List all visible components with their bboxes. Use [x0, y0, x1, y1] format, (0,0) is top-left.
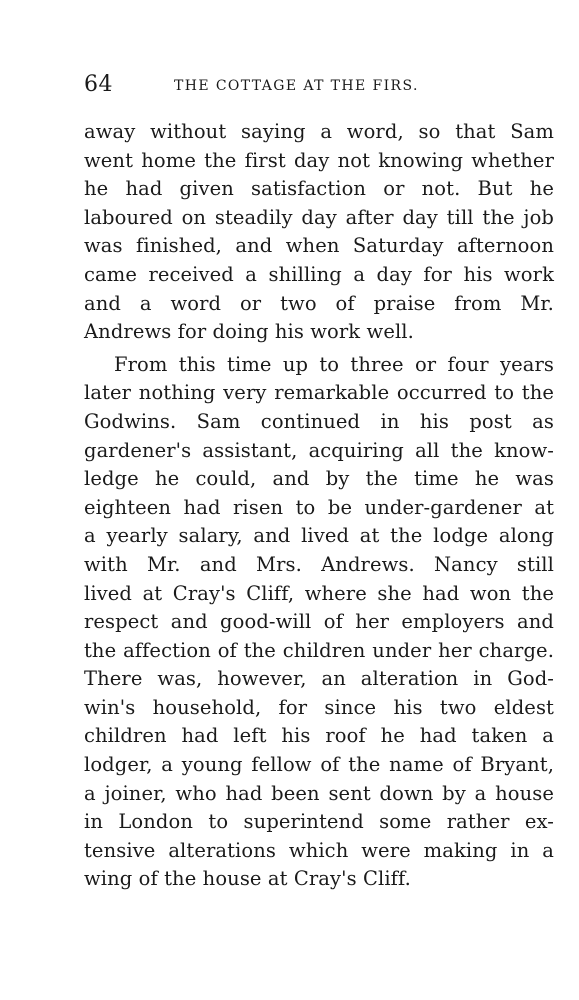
text-line: with Mr. and Mrs. Andrews. Nancy still — [84, 552, 554, 576]
page-header — [84, 72, 484, 102]
text-line: and a word or two of praise from Mr. — [84, 291, 554, 315]
running-title: THE COTTAGE AT THE FIRS. — [174, 78, 419, 94]
text-line: a yearly salary, and lived at the lodge along — [84, 524, 554, 548]
text-line: There was, however, an alteration in God- — [84, 667, 554, 691]
text-line: was finished, and when Saturday afternoon — [84, 234, 554, 258]
text-line: tensive alterations which were making in a — [84, 838, 554, 862]
text-line: win's household, for since his two eldest — [84, 695, 554, 719]
text-line: the affection of the children under her charge. — [84, 638, 554, 662]
text-line: in London to superintend some rather ex- — [84, 810, 554, 834]
text-line: Godwins. Sam continued in his post as — [84, 409, 554, 433]
text-line: went home the first day not knowing whether — [84, 148, 554, 172]
text-line: later nothing very remarkable occurred to the — [84, 381, 554, 405]
text-line: gardener's assistant, acquiring all the know- — [84, 438, 554, 462]
text-line: Andrews for doing his work well. — [84, 320, 414, 344]
text-line: laboured on steadily day after day till the job — [84, 205, 554, 229]
text-line: From this time up to three or four years — [114, 352, 554, 376]
body-text — [84, 118, 554, 894]
text-line: wing of the house at Cray's Cliff. — [84, 867, 411, 891]
text-line: came received a shilling a day for his work — [84, 262, 554, 286]
paragraph — [84, 118, 554, 347]
text-line: a joiner, who had been sent down by a house — [84, 781, 554, 805]
text-line: lodger, a young fellow of the name of Bryant, — [84, 753, 554, 777]
text-line: he had given satisfaction or not. But he — [84, 177, 554, 201]
text-line: lived at Cray's Cliff, where she had won the — [84, 581, 554, 605]
text-line: respect and good-will of her employers and — [84, 610, 554, 634]
text-line: eighteen had risen to be under-gardener at — [84, 495, 554, 519]
text-line: ledge he could, and by the time he was — [84, 467, 554, 491]
page-number: 64 — [84, 72, 113, 97]
text-line: children had left his roof he had taken a — [84, 724, 554, 748]
text-line: away without saying a word, so that Sam — [84, 120, 554, 143]
paragraph — [84, 351, 554, 894]
